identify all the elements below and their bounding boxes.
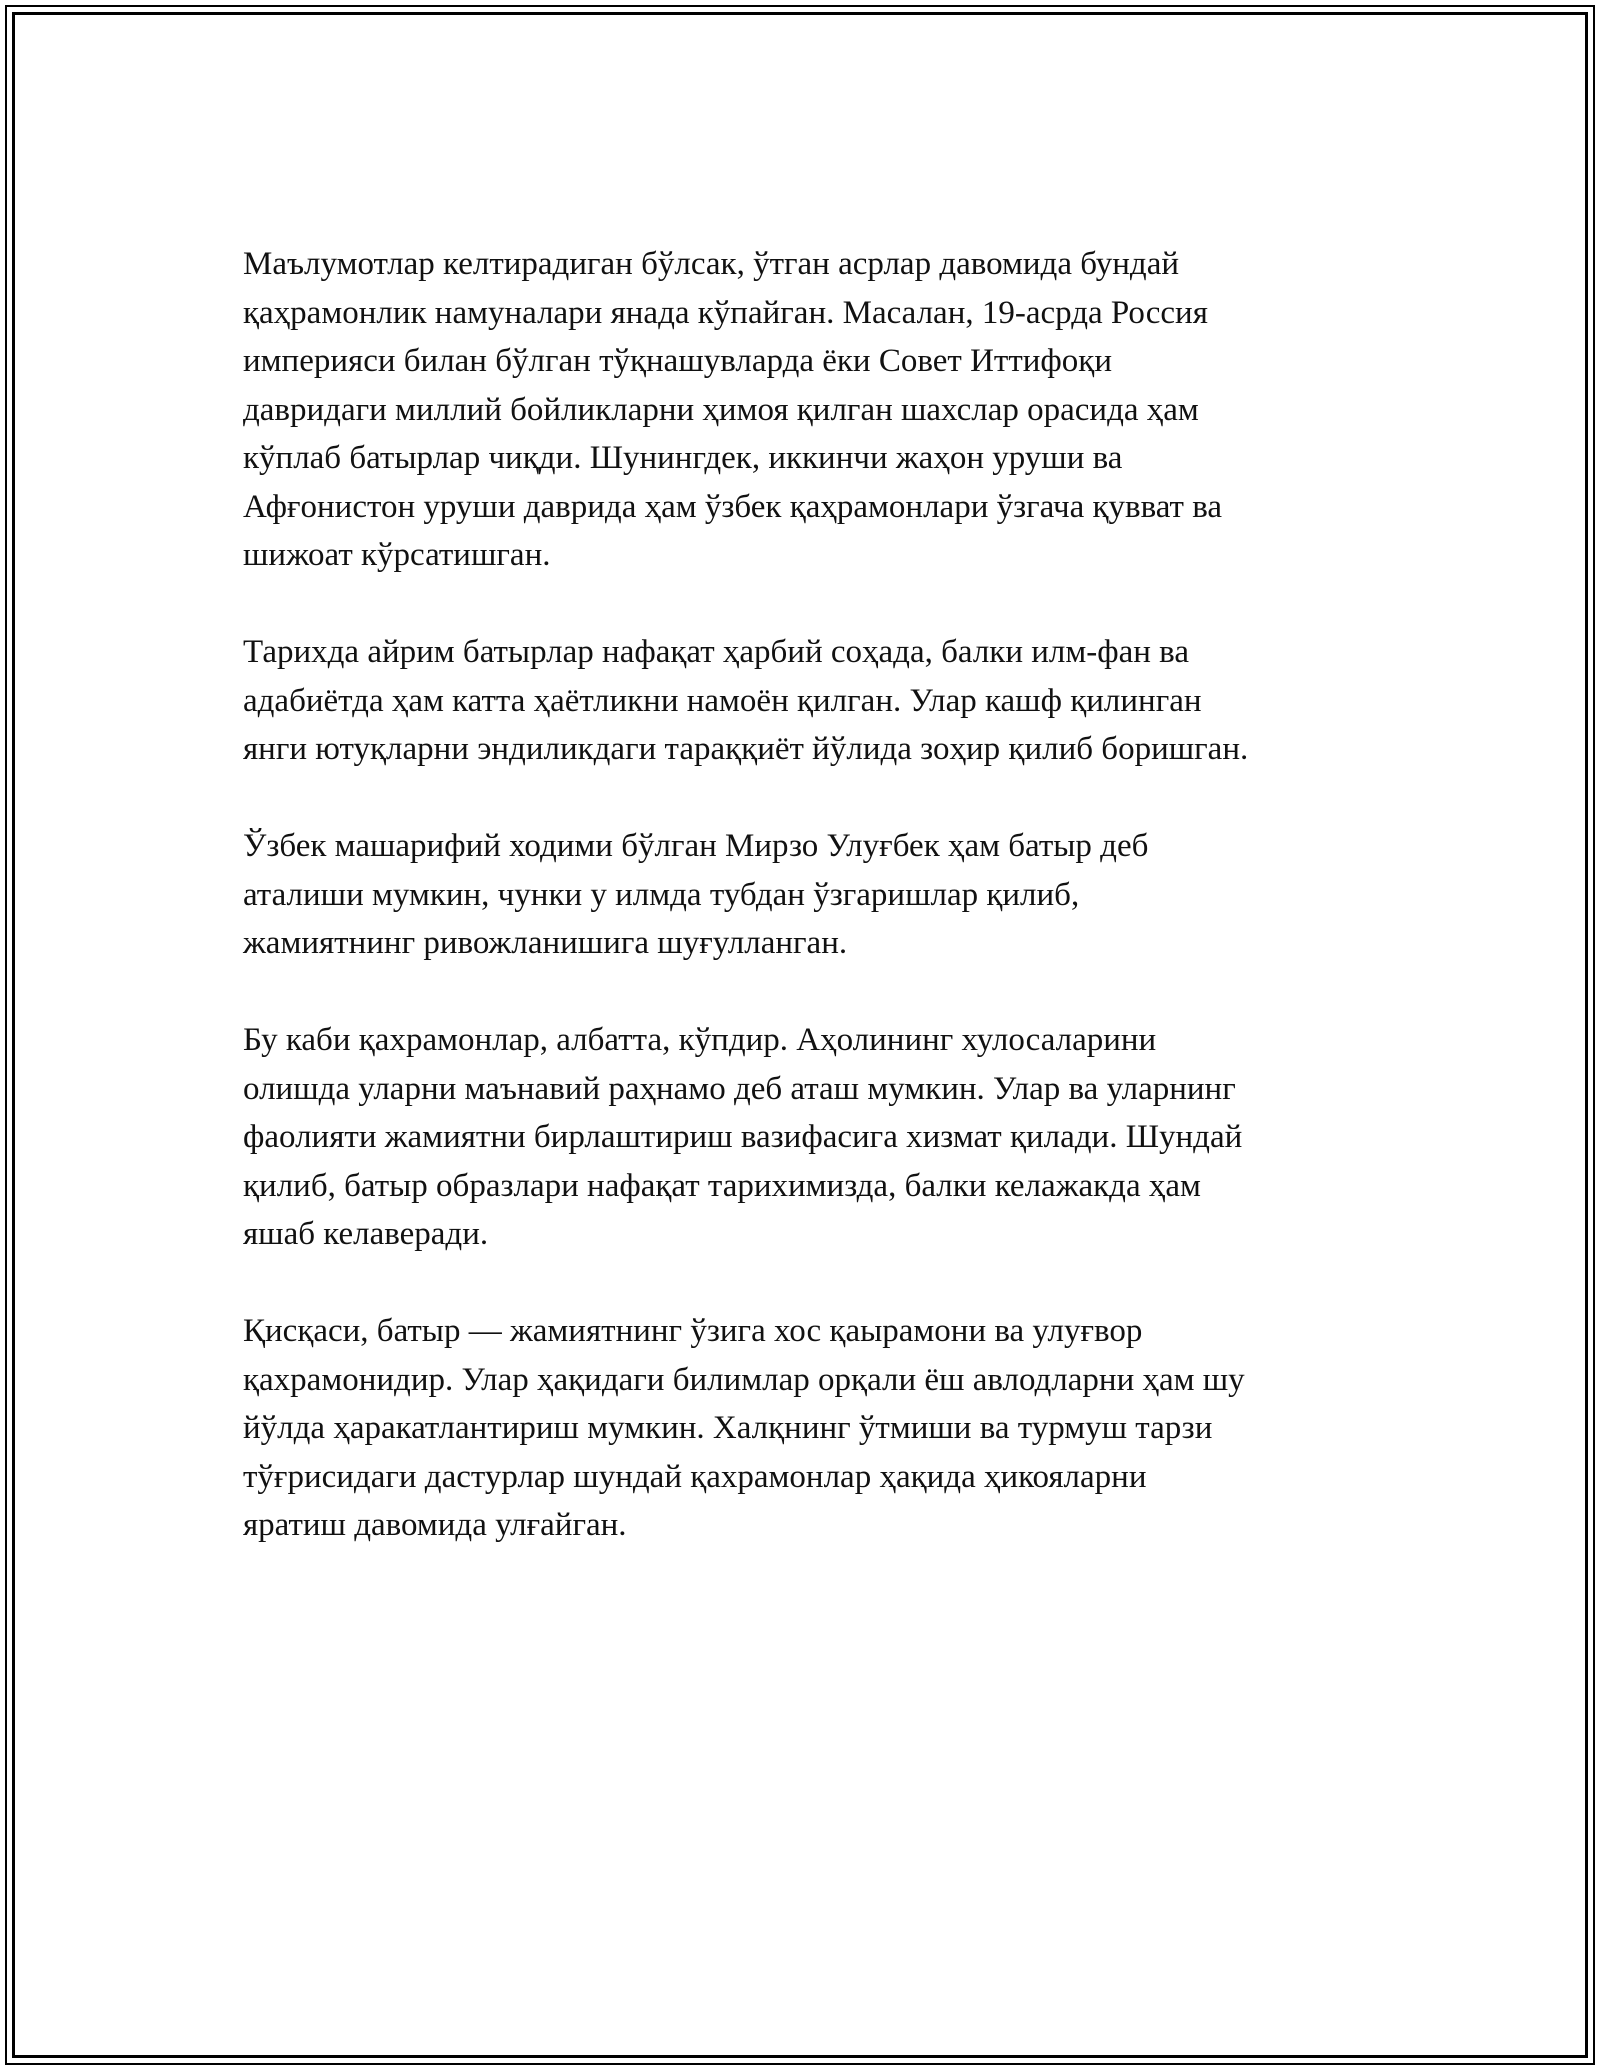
document-body (243, 240, 1383, 1598)
paragraph-3: Ўзбек машарифий ходими бўлган Мирзо Улуғбек ҳам батыр деб аталиши мумкин, чунки у илмда тубдан ўзгаришлар қилиб, жамиятнинг ривожланишига шуғулланган. (243, 828, 1149, 961)
paragraph-1: Маълумотлар келтирадиган бўлсак, ўтган асрлар давомида бундай қаҳрамонлик намуналари янада кўпайган. Масалан, 19-асрда Россия империяси билан бўлган тўқнашувларда ёки Совет Иттифоқи давридаги миллий бойликларни ҳимоя қилган шахслар орасида ҳам кўплаб батырлар чиқди. Шунингдек, иккинчи жаҳон уруши ва Афғонистон уруши даврида ҳам ўзбек қаҳрамонлари ўзгача қувват ва шижоат кўрсатишган. (243, 246, 1223, 573)
paragraph-2: Тарихда айрим батырлар нафақат ҳарбий соҳада, балки илм-фан ва адабиётда ҳам катта ҳаётликни намоён қилган. Улар кашф қилинган янги ютуқларни эндиликдаги тараққиёт йўлида зоҳир қилиб боришган. (243, 634, 1249, 767)
page-frame (5, 5, 1595, 2065)
paragraph-5: Қисқаси, батыр — жамиятнинг ўзига хос қаырамони ва улуғвор қахрамонидир. Улар ҳақидаги билимлар орқали ёш авлодларни ҳам шу йўлда ҳаракатлантириш мумкин. Халқнинг ўтмиши ва турмуш тарзи тўғрисидаги дастурлар шундай қахрамонлар ҳақида ҳикояларни яратиш давомида улғайган. (243, 1313, 1245, 1543)
paragraph-4: Бу каби қахрамонлар, албатта, кўпдир. Аҳолининг хулосаларини олишда уларни маънавий раҳнамо деб аташ мумкин. Улар ва уларнинг фаолияти жамиятни бирлаштириш вазифасига хизмат қилади. Шундай қилиб, батыр образлари нафақат тарихимизда, балки келажакда ҳам яшаб келаверади. (243, 1022, 1243, 1252)
